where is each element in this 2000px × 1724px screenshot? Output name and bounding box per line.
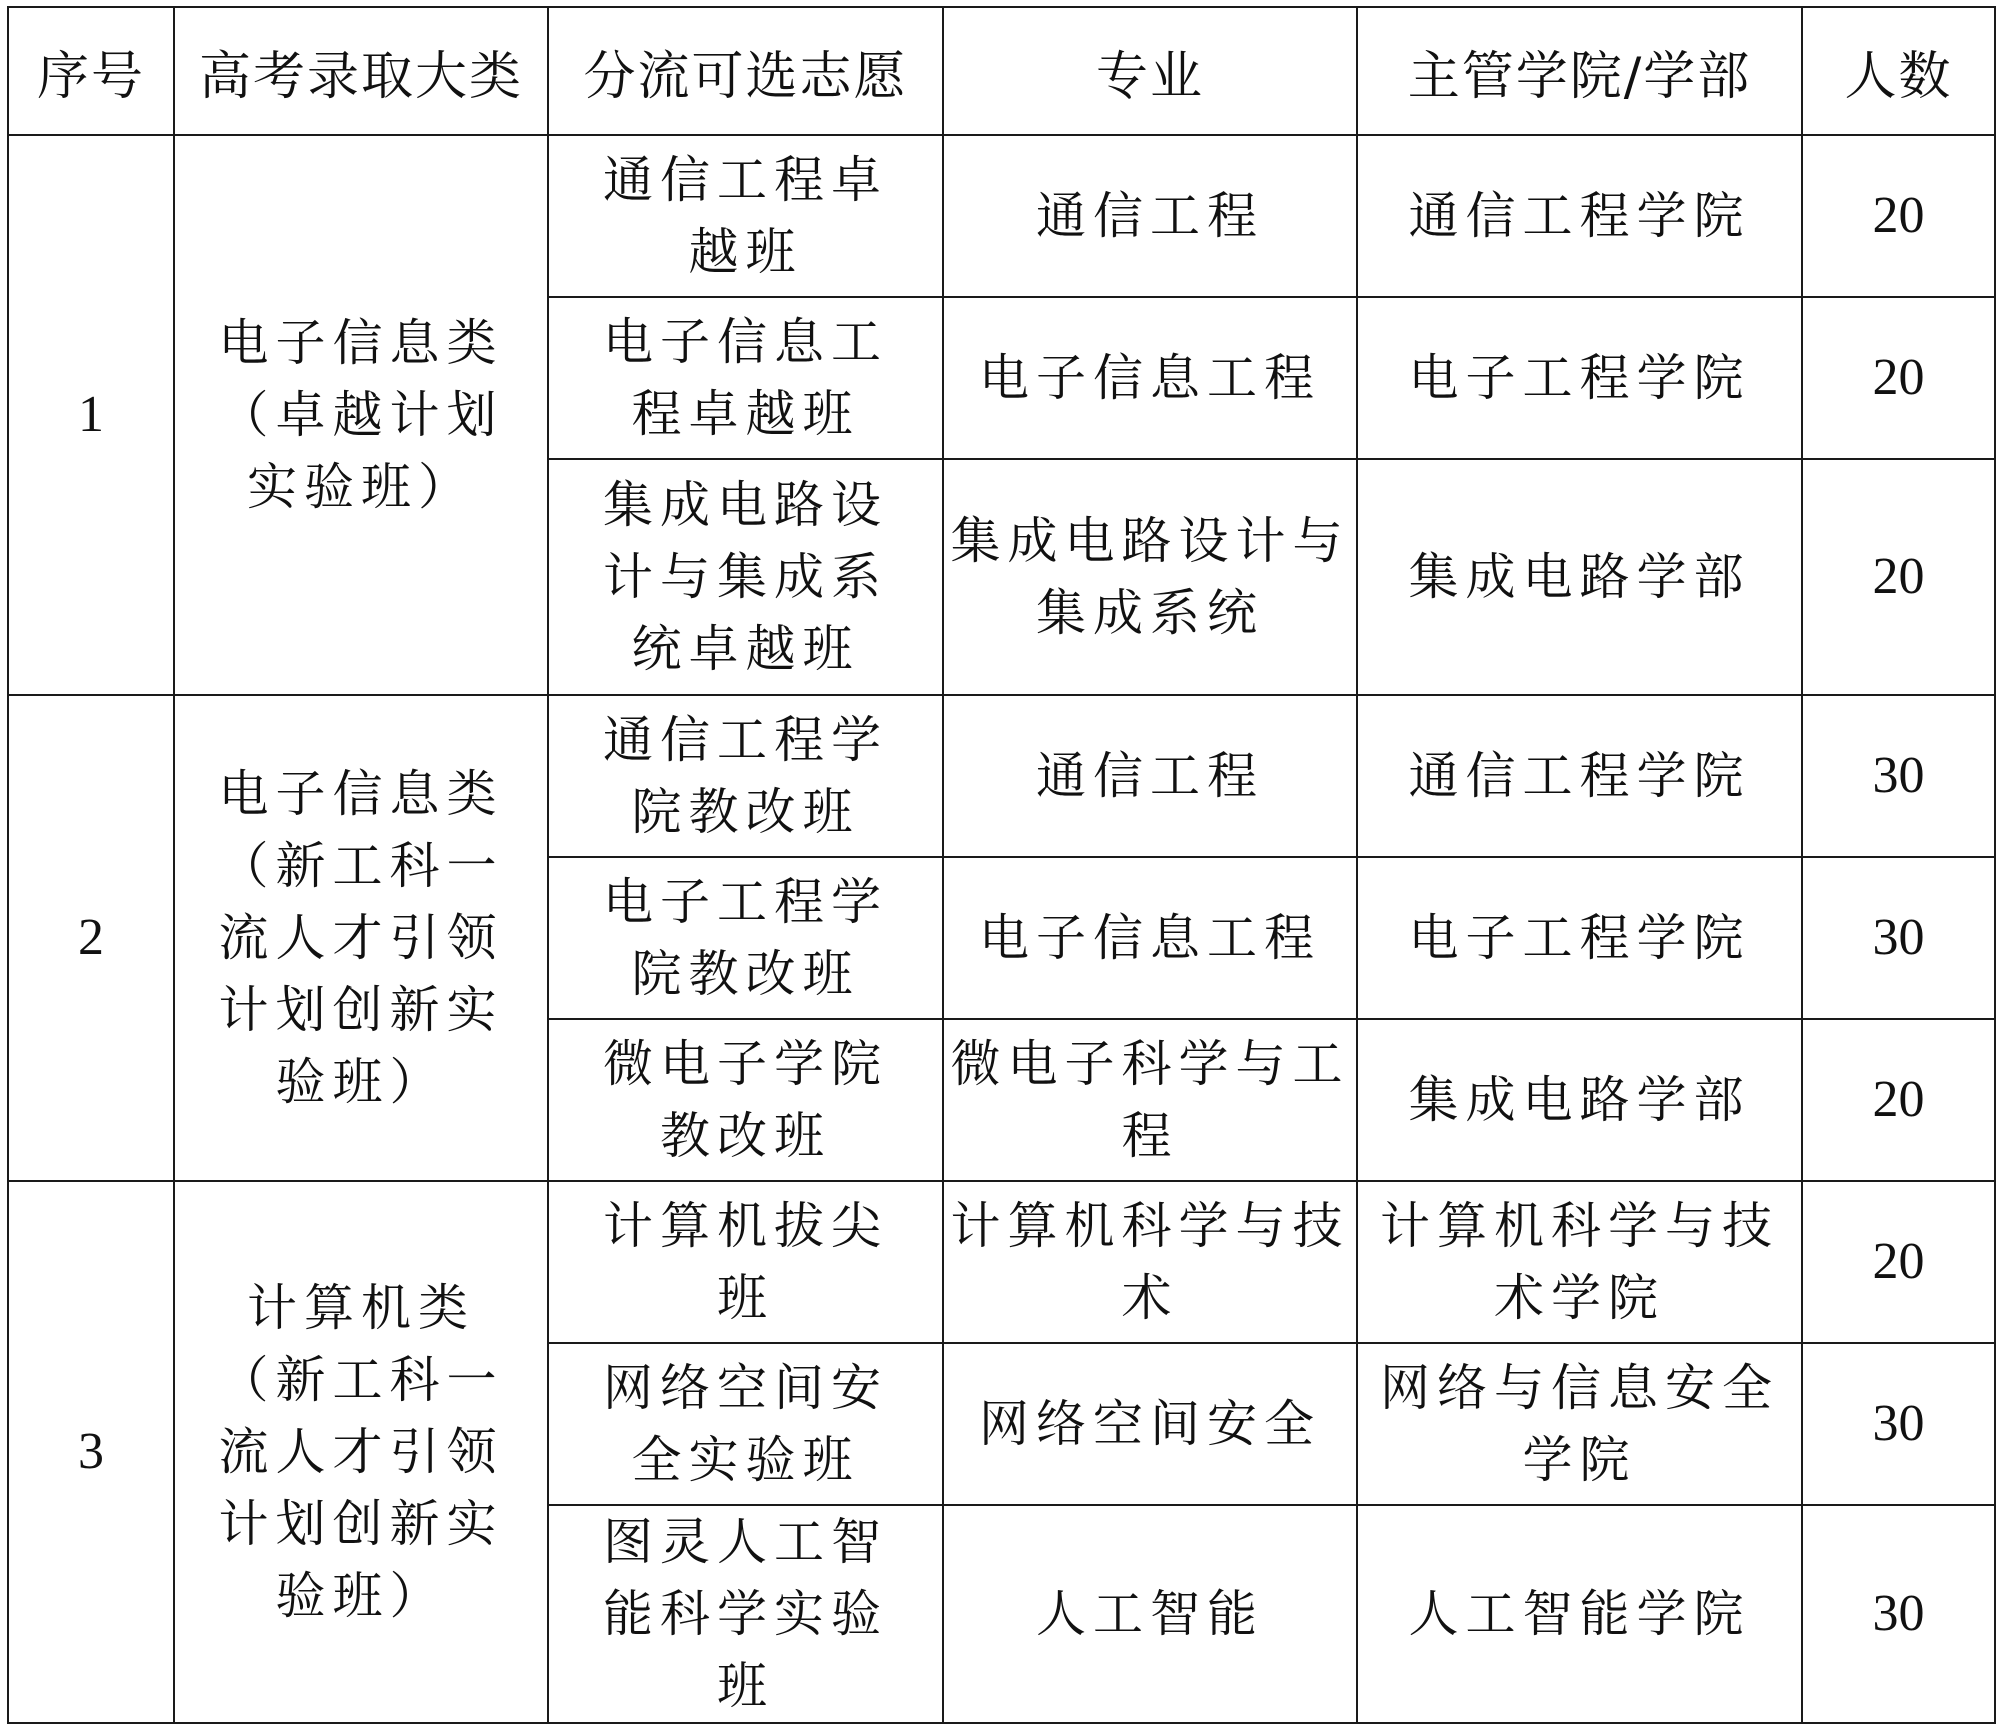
choice-cell — [548, 1019, 943, 1181]
major-cell — [943, 1505, 1357, 1723]
choice-cell — [548, 459, 943, 695]
header-row — [8, 7, 1995, 135]
college-text: 集成电路学部 — [1408, 1071, 1751, 1129]
major-text: 人工智能 — [1036, 1585, 1264, 1643]
college-cell — [1357, 857, 1802, 1019]
count-text: 30 — [1872, 747, 1925, 804]
college-cell — [1357, 459, 1802, 695]
count-cell — [1802, 459, 1995, 695]
distribution-table — [7, 6, 1996, 1724]
count-text: 20 — [1872, 349, 1925, 406]
college-cell — [1357, 695, 1802, 857]
college-cell — [1357, 1181, 1802, 1343]
count-cell — [1802, 1181, 1995, 1343]
college-text: 通信工程学院 — [1408, 747, 1751, 805]
major-text: 电子信息工程 — [979, 909, 1321, 967]
table-row — [8, 135, 1995, 297]
header-index: 序号 — [8, 7, 174, 135]
college-cell — [1357, 1505, 1802, 1723]
count-cell — [1802, 1505, 1995, 1723]
college-text: 集成电路学部 — [1408, 548, 1751, 606]
choice-text: 图灵人工智能科学实验班 — [603, 1513, 888, 1715]
group-category-cell — [174, 1181, 548, 1723]
group-category-cell — [174, 135, 548, 695]
major-cell — [943, 695, 1357, 857]
group-category: 计算机类（新工科一流人才引领计划创新实验班） — [218, 1279, 504, 1625]
count-text: 20 — [1872, 1071, 1925, 1128]
group-index-cell — [8, 1181, 174, 1723]
count-cell — [1802, 857, 1995, 1019]
header-major: 专业 — [943, 7, 1357, 135]
major-cell — [943, 1181, 1357, 1343]
major-cell — [943, 459, 1357, 695]
major-text: 微电子科学与工程 — [950, 1035, 1350, 1165]
count-cell — [1802, 695, 1995, 857]
count-cell — [1802, 297, 1995, 459]
count-cell — [1802, 135, 1995, 297]
table-row — [8, 1181, 1995, 1343]
choice-text: 集成电路设计与集成系统卓越班 — [603, 476, 888, 678]
group-index: 2 — [78, 909, 104, 966]
choice-text: 通信工程学院教改班 — [603, 711, 888, 841]
major-cell — [943, 135, 1357, 297]
major-text: 计算机科学与技术 — [950, 1197, 1350, 1327]
major-cell — [943, 1019, 1357, 1181]
choice-text: 微电子学院教改班 — [603, 1035, 888, 1165]
college-text: 计算机科学与技术学院 — [1380, 1197, 1779, 1327]
choice-text: 计算机拔尖班 — [603, 1197, 888, 1327]
choice-text: 通信工程卓越班 — [603, 151, 888, 281]
major-cell — [943, 297, 1357, 459]
group-index-cell — [8, 695, 174, 1181]
choice-text: 网络空间安全实验班 — [603, 1359, 888, 1489]
header-category: 高考录取大类 — [174, 7, 548, 135]
major-text: 集成电路设计与集成系统 — [950, 512, 1350, 642]
group-index: 1 — [78, 386, 104, 443]
college-cell — [1357, 1019, 1802, 1181]
college-text: 电子工程学院 — [1408, 349, 1751, 407]
count-text: 30 — [1872, 1395, 1925, 1452]
choice-text: 电子信息工程卓越班 — [603, 313, 888, 443]
count-cell — [1802, 1019, 1995, 1181]
group-category: 电子信息类（卓越计划实验班） — [218, 314, 504, 516]
major-cell — [943, 857, 1357, 1019]
major-text: 通信工程 — [1036, 187, 1264, 245]
choice-cell — [548, 1343, 943, 1505]
college-cell — [1357, 1343, 1802, 1505]
major-text: 网络空间安全 — [979, 1395, 1321, 1453]
header-choice: 分流可选志愿 — [548, 7, 943, 135]
count-text: 30 — [1872, 909, 1925, 966]
count-text: 20 — [1872, 187, 1925, 244]
group-index: 3 — [78, 1423, 104, 1480]
college-cell — [1357, 297, 1802, 459]
college-text: 网络与信息安全学院 — [1380, 1359, 1779, 1489]
header-college: 主管学院/学部 — [1357, 7, 1802, 135]
count-cell — [1802, 1343, 1995, 1505]
college-text: 电子工程学院 — [1408, 909, 1751, 967]
choice-cell — [548, 1181, 943, 1343]
college-text: 人工智能学院 — [1408, 1585, 1751, 1643]
count-text: 30 — [1872, 1585, 1925, 1642]
group-index-cell — [8, 135, 174, 695]
table-row — [8, 695, 1995, 857]
major-cell — [943, 1343, 1357, 1505]
choice-text: 电子工程学院教改班 — [603, 873, 888, 1003]
header-count: 人数 — [1802, 7, 1995, 135]
major-text: 电子信息工程 — [979, 349, 1321, 407]
choice-cell — [548, 135, 943, 297]
choice-cell — [548, 695, 943, 857]
choice-cell — [548, 1505, 943, 1723]
major-text: 通信工程 — [1036, 747, 1264, 805]
college-cell — [1357, 135, 1802, 297]
choice-cell — [548, 297, 943, 459]
choice-cell — [548, 857, 943, 1019]
count-text: 20 — [1872, 1233, 1925, 1290]
count-text: 20 — [1872, 548, 1925, 605]
college-text: 通信工程学院 — [1408, 187, 1751, 245]
group-category: 电子信息类（新工科一流人才引领计划创新实验班） — [218, 765, 504, 1111]
group-category-cell — [174, 695, 548, 1181]
